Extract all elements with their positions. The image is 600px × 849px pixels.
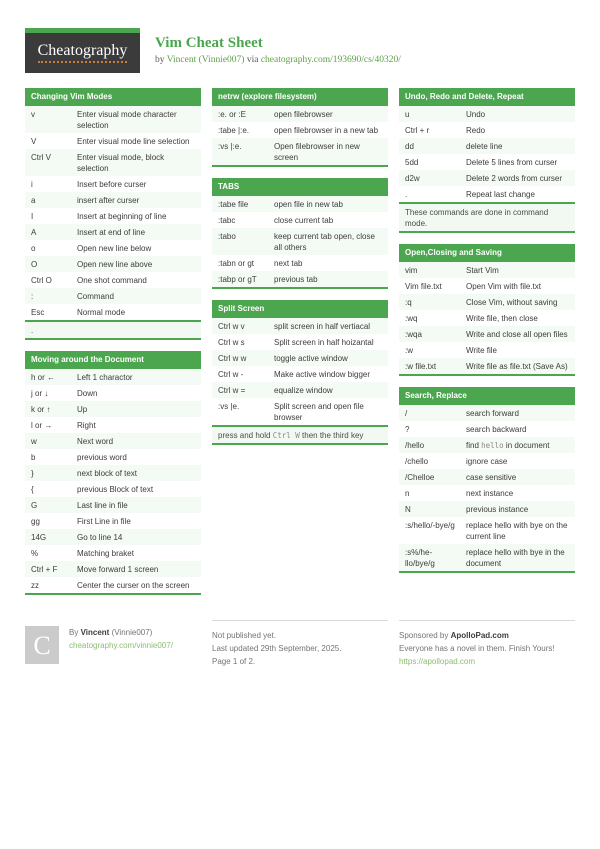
table-row bbox=[212, 212, 388, 228]
table-row bbox=[212, 122, 388, 138]
section-title: Search, Replace bbox=[399, 387, 575, 405]
command-key: v bbox=[31, 109, 35, 119]
command-description: Matching braket bbox=[77, 548, 134, 558]
cheatography-c-icon bbox=[25, 626, 59, 664]
command-key: b bbox=[31, 452, 36, 462]
command-key: k or ↑ bbox=[31, 404, 51, 414]
page-footer bbox=[25, 620, 575, 668]
command-key: Ctrl w s bbox=[218, 337, 245, 347]
table-row bbox=[212, 106, 388, 122]
command-key: I bbox=[31, 211, 34, 221]
footer-author-text bbox=[69, 626, 173, 668]
command-key: :s/hello/-bye/g bbox=[405, 520, 455, 530]
section bbox=[399, 387, 575, 573]
table-row bbox=[25, 513, 201, 529]
section-title: Split Screen bbox=[212, 300, 388, 318]
command-description: Make active window bigger bbox=[274, 369, 371, 379]
cheat-sheet-content bbox=[25, 88, 575, 606]
command-description: Open filebrowser in new screen bbox=[274, 141, 360, 162]
command-description: Split screen and open file browser bbox=[274, 401, 364, 422]
command-description: next block of text bbox=[77, 468, 138, 478]
command-key: Ctrl w v bbox=[218, 321, 245, 331]
command-description: case sensitive bbox=[466, 472, 517, 482]
command-description: insert after curser bbox=[77, 195, 140, 205]
command-description: Left 1 charactor bbox=[77, 372, 133, 382]
page-title: Vim Cheat Sheet bbox=[155, 35, 263, 51]
table-row bbox=[212, 318, 388, 334]
section bbox=[212, 178, 388, 289]
table-row bbox=[212, 398, 388, 425]
footer-logo-letter: C bbox=[33, 630, 51, 660]
section-note: These commands are done in command mode. bbox=[399, 202, 575, 231]
command-description: previous tab bbox=[274, 274, 318, 284]
command-key: :tabp or gT bbox=[218, 274, 257, 284]
table-row bbox=[25, 369, 201, 385]
command-description: equalize window bbox=[274, 385, 333, 395]
section-title: TABS bbox=[212, 178, 388, 196]
command-description: Right bbox=[77, 420, 96, 430]
footer-author-name: Vincent bbox=[80, 628, 110, 637]
command-key: 5dd bbox=[405, 157, 419, 167]
command-key: :s%/he-llo/bye/g bbox=[405, 547, 435, 568]
table-row bbox=[399, 186, 575, 202]
footer-sponsor bbox=[399, 620, 575, 668]
command-key: Ctrl w w bbox=[218, 353, 247, 363]
command-description: replace hello with bye in the document bbox=[466, 547, 565, 568]
command-description: search backward bbox=[466, 424, 527, 434]
footer-status-line: Not published yet. bbox=[212, 631, 277, 640]
command-key: :e. or :E bbox=[218, 109, 247, 119]
table-row bbox=[399, 310, 575, 326]
command-key: gg bbox=[31, 516, 40, 526]
section bbox=[25, 88, 201, 340]
command-description: Up bbox=[77, 404, 88, 414]
command-description: Move forward 1 screen bbox=[77, 564, 159, 574]
command-key: ? bbox=[405, 424, 410, 434]
command-key: h or ← bbox=[31, 372, 56, 382]
table-row bbox=[399, 437, 575, 453]
command-description: find hello in document bbox=[466, 440, 550, 450]
command-key: i bbox=[31, 179, 33, 189]
table-row bbox=[399, 262, 575, 278]
footer-sponsor-name: ApolloPad.com bbox=[450, 631, 509, 640]
command-key: G bbox=[31, 500, 38, 510]
command-description: Open new line above bbox=[77, 259, 153, 269]
command-description: Command bbox=[77, 291, 114, 301]
table-row bbox=[25, 401, 201, 417]
table-row bbox=[25, 385, 201, 401]
table-row bbox=[399, 453, 575, 469]
command-key: o bbox=[31, 243, 36, 253]
command-description: Insert at end of line bbox=[77, 227, 146, 237]
command-key: Ctrl w - bbox=[218, 369, 244, 379]
footer-sponsor-heading bbox=[399, 629, 575, 642]
table-row bbox=[25, 240, 201, 256]
command-description: Open Vim with file.txt bbox=[466, 281, 541, 291]
footer-author bbox=[25, 620, 201, 668]
footer-by-label: By bbox=[69, 628, 79, 637]
command-description: Write file bbox=[466, 345, 497, 355]
table-row bbox=[25, 192, 201, 208]
command-key: / bbox=[405, 408, 408, 418]
command-key: :wqa bbox=[405, 329, 422, 339]
command-description: toggle active window bbox=[274, 353, 348, 363]
column-2 bbox=[212, 88, 388, 606]
table-row bbox=[399, 122, 575, 138]
table-row bbox=[212, 138, 388, 165]
command-description: Enter visual mode line selection bbox=[77, 136, 190, 146]
section bbox=[399, 88, 575, 233]
section-note: . bbox=[25, 320, 201, 338]
footer-author-url-link[interactable]: cheatography.com/vinnie007/ bbox=[69, 641, 173, 650]
command-description: Center the curser on the screen bbox=[77, 580, 190, 590]
table-row bbox=[399, 106, 575, 122]
footer-status-line: Page 1 of 2. bbox=[212, 657, 256, 666]
command-description: open file in new tab bbox=[274, 199, 343, 209]
command-key: w bbox=[31, 436, 37, 446]
command-key: n bbox=[405, 488, 410, 498]
table-row bbox=[25, 208, 201, 224]
cheatography-logo[interactable] bbox=[25, 28, 140, 73]
command-description: Delete 2 words from curser bbox=[466, 173, 563, 183]
command-key: a bbox=[31, 195, 36, 205]
command-key: u bbox=[405, 109, 410, 119]
footer-status bbox=[212, 620, 388, 668]
table-row bbox=[399, 326, 575, 342]
table-row bbox=[25, 577, 201, 593]
table-row bbox=[25, 149, 201, 176]
command-key: zz bbox=[31, 580, 39, 590]
table-row bbox=[25, 106, 201, 133]
table-row bbox=[212, 255, 388, 271]
command-key: /chello bbox=[405, 456, 429, 466]
command-key: /Chelloe bbox=[405, 472, 435, 482]
sheet-url-link[interactable]: cheatography.com/193690/cs/40320/ bbox=[260, 55, 401, 65]
table-row bbox=[25, 561, 201, 577]
command-description: search forward bbox=[466, 408, 519, 418]
table-row bbox=[25, 304, 201, 320]
section-note: press and hold Ctrl W then the third key bbox=[212, 425, 388, 443]
table-row bbox=[399, 469, 575, 485]
command-key: Ctrl O bbox=[31, 275, 52, 285]
command-key: . bbox=[405, 189, 408, 199]
command-description: open filebrowser in a new tab bbox=[274, 125, 379, 135]
command-key: :q bbox=[405, 297, 412, 307]
command-description: Enter visual mode character selection bbox=[77, 109, 177, 130]
command-key: dd bbox=[405, 141, 414, 151]
command-description: Normal mode bbox=[77, 307, 126, 317]
command-description: Undo bbox=[466, 109, 486, 119]
table-row bbox=[212, 350, 388, 366]
table-row bbox=[25, 288, 201, 304]
table-row bbox=[212, 271, 388, 287]
command-description: replace hello with bye on the current line bbox=[466, 520, 568, 541]
command-key: N bbox=[405, 504, 411, 514]
table-row bbox=[399, 517, 575, 544]
command-key: :tabc bbox=[218, 215, 236, 225]
command-description: Enter visual mode, block selection bbox=[77, 152, 165, 173]
table-row bbox=[399, 154, 575, 170]
command-key: :tabo bbox=[218, 231, 236, 241]
command-key: V bbox=[31, 136, 37, 146]
table-row bbox=[212, 366, 388, 382]
command-key: :tabn or gt bbox=[218, 258, 255, 268]
table-row bbox=[399, 358, 575, 374]
command-description: keep current tab open, close all others bbox=[274, 231, 375, 252]
section-title: Moving around the Document bbox=[25, 351, 201, 369]
table-row bbox=[25, 497, 201, 513]
section bbox=[212, 300, 388, 445]
byline bbox=[155, 55, 401, 65]
column-1 bbox=[25, 88, 201, 606]
section-title: Open,Closing and Saving bbox=[399, 244, 575, 262]
command-key: A bbox=[31, 227, 37, 237]
command-description: Open new line below bbox=[77, 243, 152, 253]
command-description: next instance bbox=[466, 488, 514, 498]
footer-sponsor-prefix: Sponsored by bbox=[399, 631, 449, 640]
table-row bbox=[25, 433, 201, 449]
table-row bbox=[212, 334, 388, 350]
command-description: open filebrowser bbox=[274, 109, 333, 119]
section bbox=[212, 88, 388, 167]
command-key: : bbox=[31, 291, 34, 301]
command-description: Write file, then close bbox=[466, 313, 538, 323]
command-key: :tabe |:e. bbox=[218, 125, 249, 135]
table-row bbox=[212, 196, 388, 212]
table-row bbox=[399, 405, 575, 421]
table-row bbox=[399, 421, 575, 437]
column-3 bbox=[399, 88, 575, 606]
table-row bbox=[25, 256, 201, 272]
command-description: previous instance bbox=[466, 504, 529, 514]
footer-sponsor-url-link[interactable]: https://apollopad.com bbox=[399, 657, 476, 666]
table-row bbox=[212, 382, 388, 398]
table-row bbox=[25, 529, 201, 545]
command-description: close current tab bbox=[274, 215, 334, 225]
command-key: :vs |:e. bbox=[218, 141, 242, 151]
command-description: Down bbox=[77, 388, 98, 398]
command-description: Close Vim, without saving bbox=[466, 297, 558, 307]
footer-status-line: Last updated 29th September, 2025. bbox=[212, 644, 342, 653]
table-row bbox=[212, 228, 388, 255]
table-row bbox=[25, 449, 201, 465]
command-key: } bbox=[31, 468, 34, 478]
command-description: Go to line 14 bbox=[77, 532, 123, 542]
command-description: previous word bbox=[77, 452, 127, 462]
command-description: Repeat last change bbox=[466, 189, 535, 199]
author-link[interactable]: Vincent (Vinnie007) bbox=[166, 55, 245, 65]
command-key: /hello bbox=[405, 440, 425, 450]
command-key: j or ↓ bbox=[31, 388, 49, 398]
command-description: ignore case bbox=[466, 456, 508, 466]
command-description: Redo bbox=[466, 125, 486, 135]
command-description: next tab bbox=[274, 258, 303, 268]
table-row bbox=[399, 138, 575, 154]
table-row bbox=[25, 176, 201, 192]
command-key: 14G bbox=[31, 532, 47, 542]
table-row bbox=[399, 278, 575, 294]
table-row bbox=[25, 465, 201, 481]
table-row bbox=[399, 294, 575, 310]
table-row bbox=[399, 485, 575, 501]
command-key: :w file.txt bbox=[405, 361, 437, 371]
section-title: Undo, Redo and Delete, Repeat bbox=[399, 88, 575, 106]
command-key: :wq bbox=[405, 313, 418, 323]
command-description: Last line in file bbox=[77, 500, 128, 510]
footer-author-handle: (Vinnie007) bbox=[111, 628, 153, 637]
section bbox=[25, 351, 201, 595]
table-row bbox=[25, 272, 201, 288]
table-row bbox=[25, 417, 201, 433]
section bbox=[399, 244, 575, 376]
command-description: Delete 5 lines from curser bbox=[466, 157, 558, 167]
command-description: split screen in half vertiacal bbox=[274, 321, 371, 331]
command-description: First Line in file bbox=[77, 516, 131, 526]
table-row bbox=[399, 544, 575, 571]
page-header bbox=[25, 28, 401, 73]
section-title: netrw (explore filesystem) bbox=[212, 88, 388, 106]
byline-prefix: by bbox=[155, 55, 165, 65]
command-key: Ctrl w = bbox=[218, 385, 246, 395]
command-key: { bbox=[31, 484, 34, 494]
command-description: Split screen in half hoizantal bbox=[274, 337, 374, 347]
command-description: Start Vim bbox=[466, 265, 499, 275]
command-key: O bbox=[31, 259, 38, 269]
section-title: Changing Vim Modes bbox=[25, 88, 201, 106]
table-row bbox=[25, 545, 201, 561]
command-key: vim bbox=[405, 265, 418, 275]
table-row bbox=[25, 224, 201, 240]
command-key: Ctrl V bbox=[31, 152, 51, 162]
command-description: Insert at beginning of line bbox=[77, 211, 167, 221]
command-description: Insert before curser bbox=[77, 179, 147, 189]
command-key: Esc bbox=[31, 307, 45, 317]
command-key: :tabe file bbox=[218, 199, 249, 209]
command-description: Write file as file.txt (Save As) bbox=[466, 361, 568, 371]
table-row bbox=[25, 481, 201, 497]
footer-sponsor-tagline: Everyone has a novel in them. Finish Yours! bbox=[399, 644, 555, 653]
command-description: delete line bbox=[466, 141, 503, 151]
command-description: Next word bbox=[77, 436, 114, 446]
command-key: Ctrl + r bbox=[405, 125, 430, 135]
table-row bbox=[25, 133, 201, 149]
command-key: l or → bbox=[31, 420, 53, 430]
command-key: % bbox=[31, 548, 39, 558]
table-row bbox=[399, 342, 575, 358]
command-key: :w bbox=[405, 345, 413, 355]
table-row bbox=[399, 501, 575, 517]
command-key: d2w bbox=[405, 173, 420, 183]
command-key: :vs |e. bbox=[218, 401, 240, 411]
title-block bbox=[155, 28, 401, 65]
command-key: Vim file.txt bbox=[405, 281, 442, 291]
command-description: previous Block of text bbox=[77, 484, 154, 494]
command-key: Ctrl + F bbox=[31, 564, 58, 574]
table-row bbox=[399, 170, 575, 186]
byline-via: via bbox=[246, 55, 259, 65]
command-description: Write and close all open files bbox=[466, 329, 568, 339]
cheatography-logo-text: Cheatography bbox=[38, 43, 128, 63]
command-description: One shot command bbox=[77, 275, 147, 285]
